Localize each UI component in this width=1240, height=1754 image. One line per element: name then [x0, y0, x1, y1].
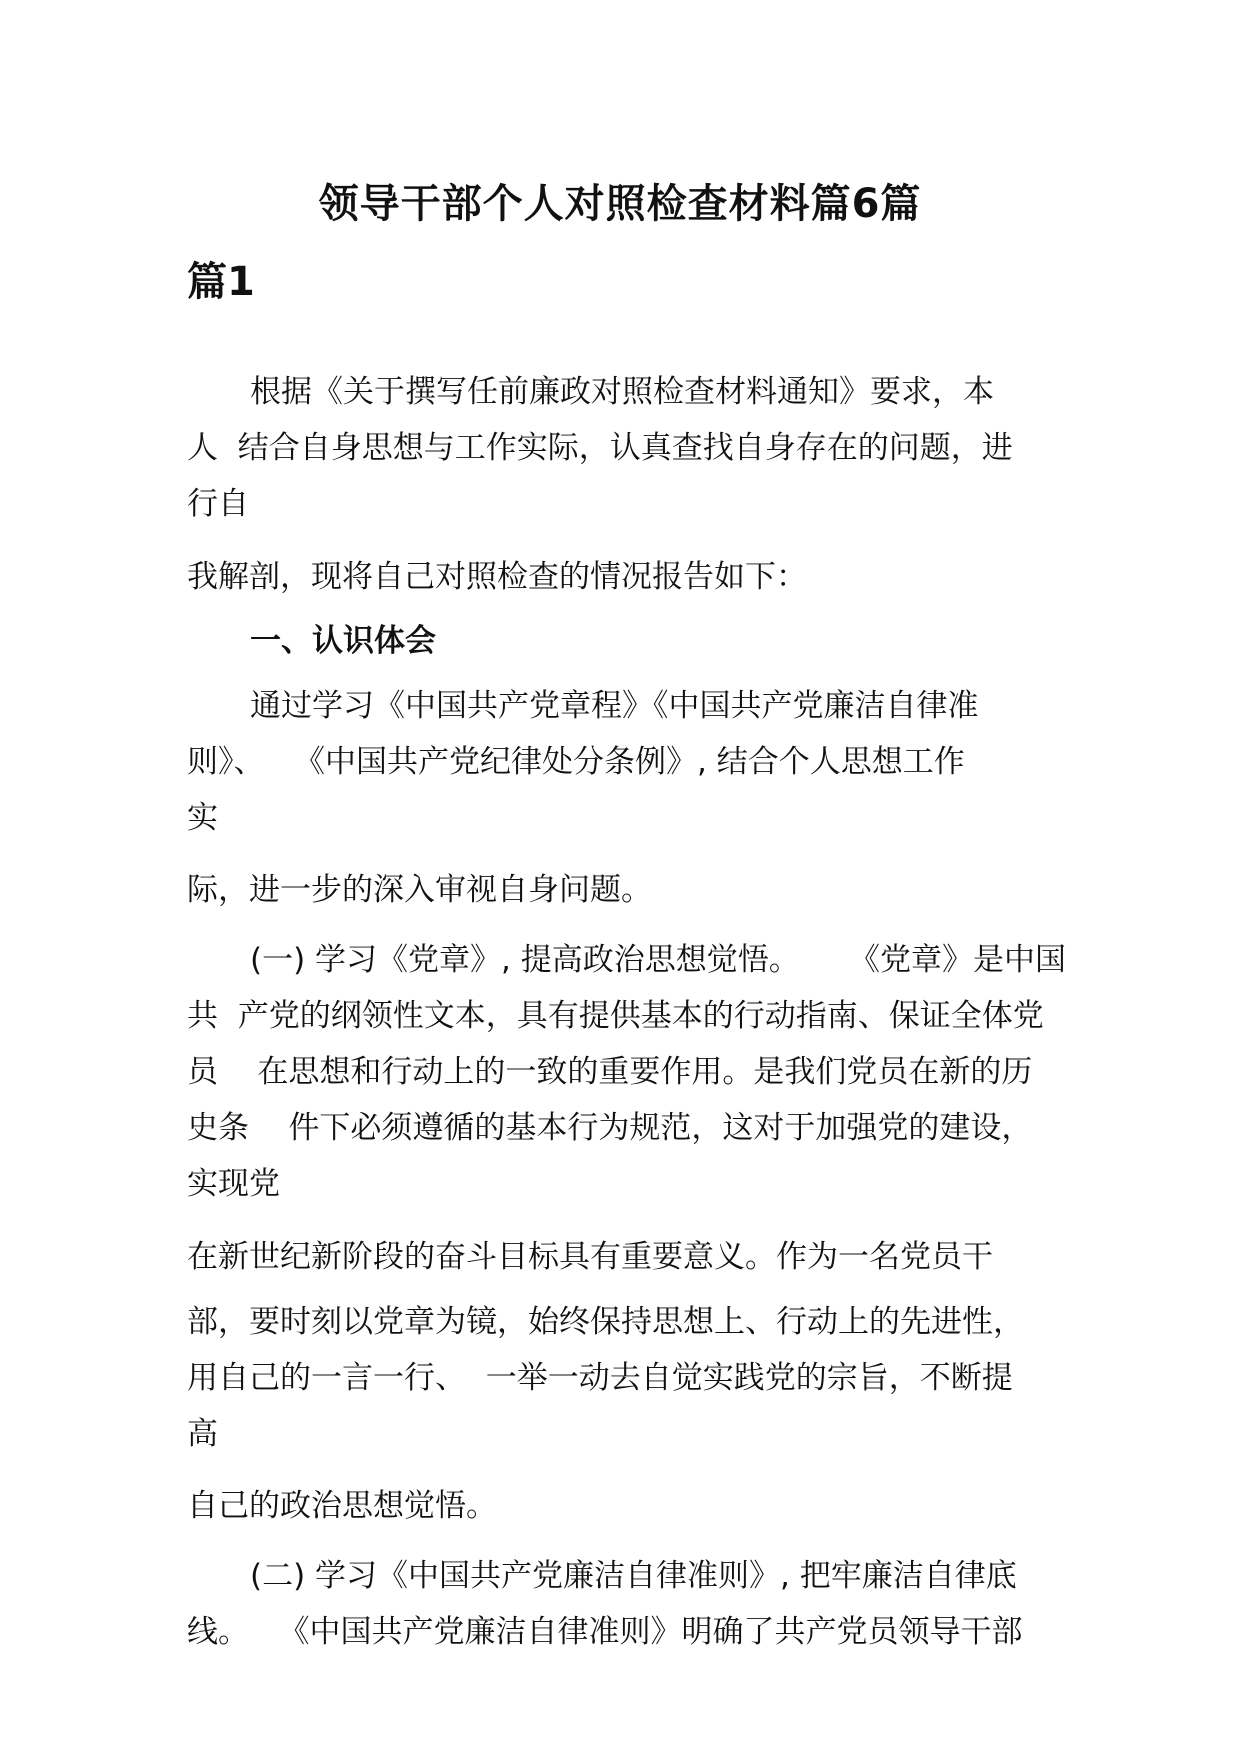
- paragraph-line: 在新世纪新阶段的奋斗目标具有重要意义。作为一名党员干: [187, 1239, 993, 1275]
- paragraph-line: (一) 学习《党章》, 提高政治思想觉悟。 《党章》是中国: [250, 942, 1067, 978]
- paragraph-line: 际，进一步的深入审视自身问题。: [187, 872, 652, 908]
- subsection-heading: 一、认识体会: [250, 623, 436, 659]
- paragraph-line: 员 在思想和行动上的一致的重要作用。是我们党员在新的历: [187, 1054, 1033, 1090]
- paragraph-line: 自己的政治思想觉悟。: [187, 1488, 497, 1524]
- paragraph-line: 则》、 《中国共产党纪律处分条例》, 结合个人思想工作: [187, 744, 965, 780]
- paragraph-line: 通过学习《中国共产党章程》《中国共产党廉洁自律准: [250, 688, 979, 724]
- document-title: 领导干部个人对照检查材料篇6篇: [318, 181, 922, 227]
- paragraph-line: 史条 件下必须遵循的基本行为规范，这对于加强党的建设，: [187, 1110, 1033, 1146]
- paragraph-line: (二) 学习《中国共产党廉洁自律准则》, 把牢廉洁自律底: [250, 1558, 1017, 1594]
- paragraph-line: 人 结合自身思想与工作实际，认真查找自身存在的问题，进: [187, 430, 1013, 466]
- paragraph-line: 行自: [187, 486, 249, 522]
- paragraph-line: 实: [187, 800, 218, 836]
- section-heading: 篇1: [187, 259, 255, 305]
- paragraph-line: 共 产党的纲领性文本，具有提供基本的行动指南、保证全体党: [187, 998, 1044, 1034]
- paragraph-line: 根据《关于撰写任前廉政对照检查材料通知》要求，本: [250, 374, 994, 410]
- paragraph-line: 用自己的一言一行、 一举一动去自觉实践党的宗旨，不断提: [187, 1360, 1013, 1396]
- paragraph-line: 高: [187, 1416, 218, 1452]
- paragraph-line: 实现党: [187, 1166, 280, 1202]
- paragraph-line: 我解剖，现将自己对照检查的情况报告如下：: [187, 559, 807, 595]
- paragraph-line: 部，要时刻以党章为镜，始终保持思想上、行动上的先进性，: [187, 1304, 1024, 1340]
- paragraph-line: 线。 《中国共产党廉洁自律准则》明确了共产党员领导干部: [187, 1614, 1023, 1650]
